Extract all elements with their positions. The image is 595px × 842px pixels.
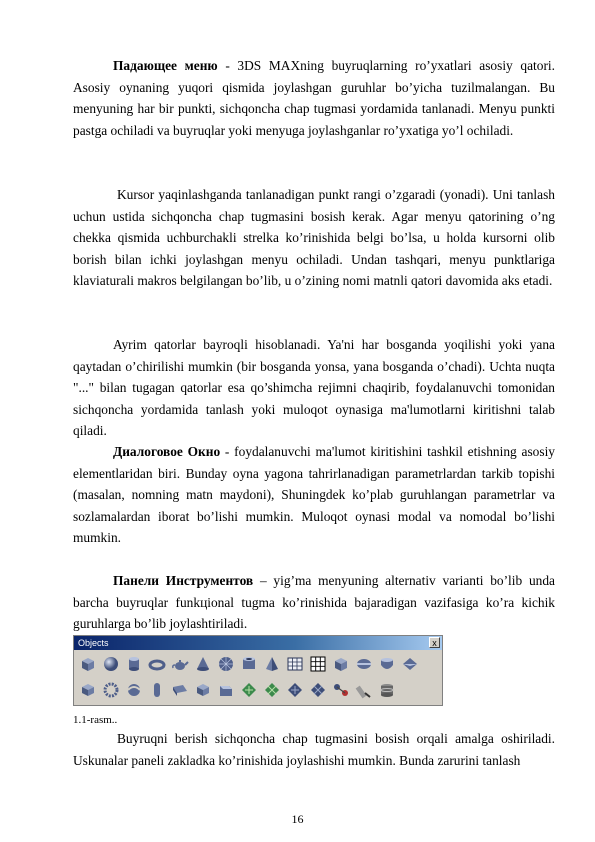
paragraph-toolbars: Панели Инструментов – yig’ma menyuning alternativ varianti bo’lib unda barcha buyruqlar funkцional tugma ko’rinishida bajaradigan vazifasiga ko’ra kichik guruhlarga bo’lib joylashtiriladi. <box>73 573 555 631</box>
figure-caption: 1.1-rasm.. <box>73 714 118 726</box>
cylinder-icon[interactable] <box>124 654 144 674</box>
geosphere-icon[interactable] <box>216 654 236 674</box>
prism-icon[interactable] <box>170 680 190 700</box>
cext-icon[interactable] <box>216 680 236 700</box>
paragraph-command: Buyruqni berish sichqoncha chap tugmasini bosish orqali amalga oshiriladi. Uskunalar paneli zakladka ko’rinishida joylashishi mumkin. Bunda zarurini tanlash <box>73 731 555 768</box>
toolbar-row-2 <box>78 680 397 700</box>
page-number: 16 <box>291 812 304 826</box>
tube-icon[interactable] <box>239 654 259 674</box>
term-dialog-window: Диалоговое Окно <box>113 444 221 459</box>
oiltank-icon[interactable] <box>354 654 374 674</box>
box-icon[interactable] <box>78 654 98 674</box>
wave-icon[interactable] <box>239 680 259 700</box>
uniform-icon[interactable] <box>308 680 328 700</box>
paragraph-dialog: Диалоговое Окно - foydalanuvchi ma'lumot kiritishini tashkil etishning asosiy elementlaridan biri. Bunday oyna yagona tahrirlanadigan parametrlardan tarkib topishi (masalan, nomning matn maydoni), Shuningdek ko’plab guruhlangan parametrlar va sozlamalardan iborat bo’lishi mumkin. Muloqot oynasi modal va nomodal bo’lishi mumkin. <box>73 444 555 545</box>
objects-toolbar-figure <box>73 635 443 706</box>
deflector-icon[interactable] <box>285 680 305 700</box>
connect-icon[interactable] <box>331 680 351 700</box>
hose-icon[interactable] <box>124 680 144 700</box>
close-icon[interactable]: x <box>429 637 440 648</box>
pyramid-icon[interactable] <box>262 654 282 674</box>
magnet-icon[interactable] <box>354 680 374 700</box>
spindle-icon[interactable] <box>377 654 397 674</box>
grid-icon[interactable] <box>308 654 328 674</box>
toolbar-row-1 <box>78 654 420 674</box>
ring-icon[interactable] <box>101 680 121 700</box>
toolbar-title: Objects <box>78 638 109 648</box>
chamferbox-icon[interactable] <box>331 654 351 674</box>
lathe-icon[interactable] <box>78 680 98 700</box>
teapot-icon[interactable] <box>170 654 190 674</box>
paragraph-flags: Ayrim qatorlar bayroqli hisoblanadi. Ya'ni har bosganda yoqilishi yoki yana qaytadan o’chirilishi mumkin (bir bosganda yonsa, yana bosganda o’chadi). Uchta nuqta "..." bilan tugagan qatorlar esa qo’shimcha rejimni chaqirib, foydalanuvchi tomonidan sichqoncha yordamida tanlash yoki muloqot oynasiga ma'lumotlarni kiritishni talab qiladi. <box>73 337 555 438</box>
ripple-icon[interactable] <box>262 680 282 700</box>
toolbar-titlebar <box>74 636 442 650</box>
sphere-icon[interactable] <box>101 654 121 674</box>
cone-icon[interactable] <box>193 654 213 674</box>
term-toolbars: Панели Инструментов <box>113 573 254 588</box>
plane-icon[interactable] <box>285 654 305 674</box>
capsule-icon[interactable] <box>147 680 167 700</box>
torus-icon[interactable] <box>147 654 167 674</box>
term-dropdown-menu: Падающее меню <box>113 58 218 73</box>
gengon-icon[interactable] <box>400 654 420 674</box>
paragraph-cursor: Kursor yaqinlashganda tanlanadigan punkt rangi o’zgaradi (yonadi). Uni tanlash uchun ustida sichqoncha chap tugmasini bosish kerak. Agar menyu qatorining o’ng chekka qismida uchburchakli strelka ko’rinishida belgi bo’lsa, u holda kursorni olib borish bilan ichki joylashgan menyu ochiladi. Undan tashqari, menyu punktlariga klaviaturali makros belgilangan bo’lib, u o’zining nomi matnli qatori davomida aks etadi. <box>73 187 555 288</box>
paragraph-dropdown-menu: Падающее меню - 3DS MAXning buyruqlarning ro’yxatlari asosiy qatori. Asosiy oynaning yuqori qismida joylashgan guruhlar bo’yicha tuzilmalangan. Bu menyuning har bir punkti, sichqoncha chap tugmasi yordamida tanlanadi. Menyu punkti pastga ochiladi va buyruqlar yoki menyuga joylashganlar ro’yxatiga yo’l ochiladi. <box>73 58 555 138</box>
lext-icon[interactable] <box>193 680 213 700</box>
stack-icon[interactable] <box>377 680 397 700</box>
